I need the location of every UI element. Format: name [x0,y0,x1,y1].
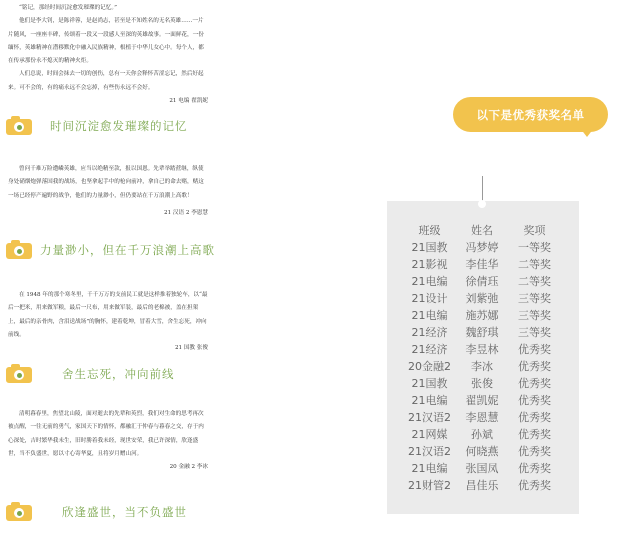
cell-award: 优秀奖 [518,428,551,441]
award-table-header [402,222,562,239]
table-row [402,358,562,375]
cell-award: 二等奖 [518,275,551,288]
cell-award: 优秀奖 [518,445,551,458]
cell-award: 优秀奖 [518,377,551,390]
cell-award: 优秀奖 [518,479,551,492]
cell-award: 优秀奖 [518,462,551,475]
camera-icon [6,364,32,383]
table-row [402,324,562,341]
essay-paragraph: 曾问千难万险遭嶙英雄，应当以绝精至款，报以国恩。先辈举踏蔗继，纵使身处硝烟炮弹落国我的战场，也坚拿起手中的枪向前冲，拿自己的命去赌，赌这一场已经停产遍野的战争，他们的力量渺小，但仍要站在千万浪潮上高歌！ [8,166,204,199]
award-table [402,222,562,494]
essay-1-heading [6,116,188,135]
cell-class: 21网媒 [411,428,448,441]
table-row [402,477,562,494]
cell-award: 优秀奖 [518,394,551,407]
essay-1-text [8,2,208,108]
cell-award: 优秀奖 [518,360,551,373]
cell-name: 翟凯妮 [465,394,499,407]
cell-class: 21电编 [411,309,448,322]
camera-icon [6,502,32,521]
cell-class: 20金融2 [408,360,451,373]
essay-signature: 20 金融 2 李冰 [169,464,208,471]
essay-paragraph: “铭记，那经时间沉淀愈发璀璨的记忆。” [19,5,118,11]
cell-name: 张俊 [471,377,493,390]
cell-class: 21汉语2 [408,411,451,424]
cell-class: 21经济 [411,343,448,356]
table-row [402,409,562,426]
table-row [402,256,562,273]
table-row [402,341,562,358]
table-row [402,460,562,477]
essay-3-heading [6,364,175,383]
essay-signature: 21 汉语 2 李恩慧 [164,209,208,216]
essay-heading-text: 欣逢盛世，当不负盛世 [62,504,187,519]
cell-name: 徐倩珏 [465,275,499,288]
table-row [402,443,562,460]
cell-name: 刘紫弛 [465,292,499,305]
cell-class: 21经济 [411,326,448,339]
header-award: 奖项 [523,224,546,237]
cell-class: 21国教 [411,377,448,390]
cell-name: 施苏娜 [465,309,499,322]
award-list-banner: 以下是优秀获奖名单 [453,97,608,132]
cell-name: 李恩慧 [465,411,499,424]
cell-name: 李昱林 [465,343,499,356]
cell-award: 优秀奖 [518,343,551,356]
cell-class: 21电编 [411,275,448,288]
header-name: 姓名 [471,224,493,237]
cell-class: 21影视 [411,258,448,271]
header-class: 班级 [418,224,441,237]
essay-heading-text: 时间沉淀愈发璀璨的记忆 [50,118,188,133]
table-row [402,290,562,307]
cell-award: 二等奖 [518,258,551,271]
essay-signature: 21 电编 翟凯妮 [169,98,208,105]
essay-paragraph: 清明暮春里，焦望北山陵，面对逝去的先辈和英烈，我们对生命的思考再次被点醒，一往无前的勇气，家国天下的情怀，都融汇于仲春与暮春之交，存于内心深处，吉时繁华我未生，旧时勝着我未经，现世安荣，我已许深情，欣逢盛世，当不负盛世，愿以寸心寄华夏，且将岁月赠山河。 [8,411,204,457]
table-row [402,307,562,324]
essay-signature: 21 国教 张俊 [174,345,208,352]
cell-award: 一等奖 [518,241,551,254]
cell-name: 冯梦婷 [465,241,499,254]
cell-name: 张国凤 [465,462,499,475]
essay-paragraph: 在 1948 年的那个寒冬里，千千万万的支前民工就是这样推着独轮车，以“最后一把米，用来做军粮，最后一尺布，用来做军装，最后的老棉被，盖在担架上，最后的亲骨肉，含泪送战场”的胸怀，建着乾坤，冒着大雪，舍生忘死，冲向前线。 [8,292,208,338]
essay-paragraph: 他们是李大钊，是陈祥蓉，是赵尚志，甚至是不知姓名的无名英雄……一片片随风，一座座丰碑，传颂着一段又一段感人至深的英雄故事。一面鲜花，一份缅怀，英雄精神在潜移默化中融入民族精神，根植于中华儿女心中。每个人，都在传承那份永不熄灭的精神火炬。 [8,18,204,65]
cell-name: 魏舒琪 [465,326,499,339]
table-row [402,239,562,256]
essay-2-text [8,163,208,220]
camera-icon [6,116,32,135]
essay-4-text [8,408,208,474]
essay-heading-text: 力量渺小，但在千万浪潮上高歌 [40,242,215,257]
table-row [402,392,562,409]
cell-name: 李佳华 [465,258,499,271]
cell-class: 21财管2 [408,479,451,492]
cell-name: 何晓燕 [465,445,499,458]
banner-tail [580,128,594,137]
cell-class: 21电编 [411,462,448,475]
cell-class: 21国教 [411,241,448,254]
cell-class: 21汉语2 [408,445,451,458]
cell-award: 优秀奖 [518,411,551,424]
cell-class: 21电编 [411,394,448,407]
cell-name: 昌佳乐 [465,479,499,492]
cell-class: 21设计 [411,292,448,305]
essay-paragraph: 人们总说，时间会抹去一切的创伤，总有一天你会释怀苦涩忘记，然后好起来。可不会的，有的痛永远不会忘掉，有些伤永远不会好。 [8,71,204,91]
cell-award: 三等奖 [518,309,551,322]
essay-3-text [8,289,208,355]
table-row [402,375,562,392]
cell-award: 三等奖 [518,326,551,339]
essay-heading-text: 舍生忘死，冲向前线 [62,366,175,381]
table-row [402,273,562,290]
cell-name: 李冰 [471,360,493,373]
cell-name: 孙斌 [471,428,493,441]
essay-2-heading [6,240,215,259]
essay-4-heading [6,502,187,521]
cell-award: 三等奖 [518,292,551,305]
camera-icon [6,240,32,259]
card-hole [478,200,486,208]
table-row [402,426,562,443]
hanging-string [482,176,483,202]
